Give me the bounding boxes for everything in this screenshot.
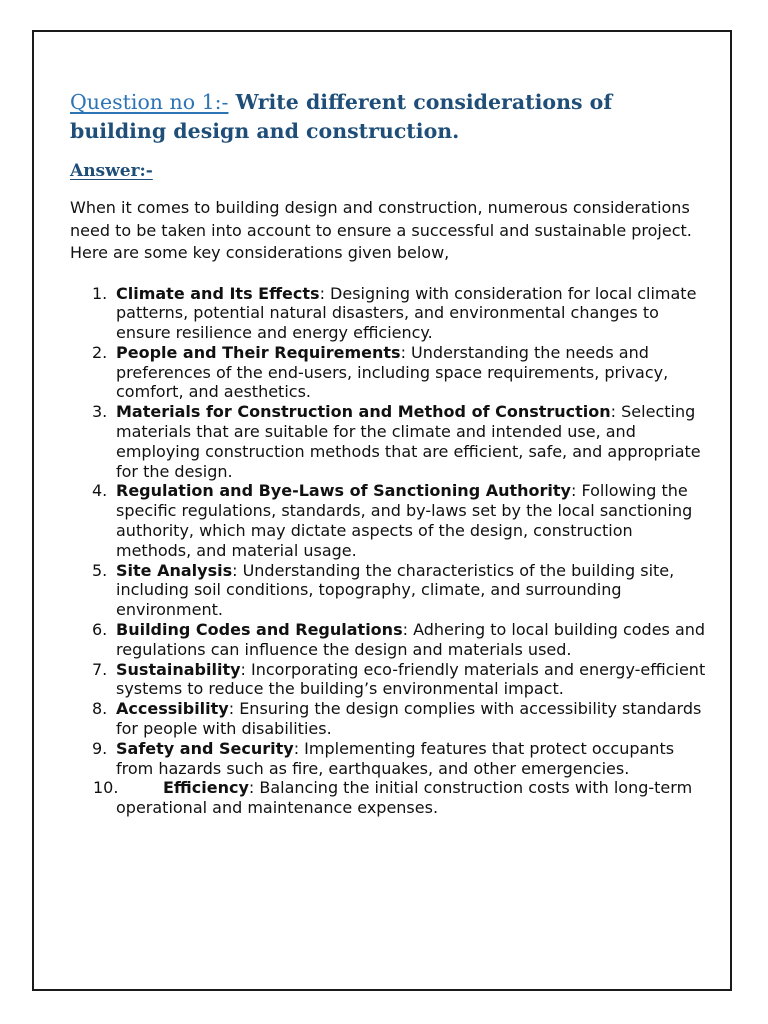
list-item [70,402,708,481]
list-item-term: Regulation and Bye-Laws of Sanctioning Authority [116,481,571,501]
list-item-number: 5. [92,560,108,580]
list-item-text: : Implementing features that protect occupants from hazards such as fire, earthquakes, and other emergencies. [116,738,675,778]
list-item-number: 6. [92,620,108,640]
question-heading [70,88,700,146]
list-item-term: People and Their Requirements [116,342,401,362]
list-item-text: : Understanding the characteristics of the building site, including soil conditions, topography, climate, and surrounding environment. [116,560,675,620]
list-item-number: 10. [93,778,119,798]
list-item [70,481,708,560]
list-item-text: : Following the specific regulations, standards, and by-laws set by the local sanctioning authority, which may dictate aspects of the design, construction methods, and material usage. [116,481,693,560]
list-item [70,284,708,343]
list-item [70,739,708,779]
list-item-number: 9. [92,738,108,758]
list-item-text: : Incorporating eco-friendly materials and energy-efficient systems to reduce the building’s environmental impact. [116,659,706,699]
list-item-term: Building Codes and Regulations [116,620,403,640]
list-item [70,660,708,700]
list-item-text: : Ensuring the design complies with accessibility standards for people with disabilities. [116,699,702,739]
document-content [70,88,706,818]
list-item-number: 1. [92,283,108,303]
list-item-number: 7. [92,659,108,679]
list-item-term: Sustainability [116,659,241,679]
list-item-number: 8. [92,699,108,719]
intro-paragraph: When it comes to building design and construction, numerous considerations need to be taken into account to ensure a successful and sustainable project. Here are some key considerations given below, [70,198,692,262]
list-item-term: Accessibility [116,699,229,719]
list-item [70,699,708,739]
list-item-number: 3. [92,402,108,422]
list-item-term: Climate and Its Effects [116,283,320,303]
list-item-number: 4. [92,481,108,501]
list-item-text: : Selecting materials that are suitable for the climate and intended use, and employing construction methods that are efficient, safe, and appropriate for the design. [116,402,701,481]
list-item-term: Efficiency [163,778,249,798]
answer-label: Answer:- [70,161,153,181]
list-item [70,620,708,660]
list-item-text: : Designing with consideration for local climate patterns, potential natural disasters, and environmental changes to ensure resilience and energy efficiency. [116,283,697,343]
considerations-list [70,283,706,819]
list-item-text: : Balancing the initial construction costs with long-term operational and maintenance expenses. [116,778,693,818]
question-label: Question no 1:- [70,90,229,114]
question-text: Write different considerations of building design and construction. [70,90,613,143]
list-item-term: Safety and Security [116,738,294,758]
list-item [70,343,708,402]
list-item [70,778,708,818]
list-item-term: Site Analysis [116,560,233,580]
list-item-number: 2. [92,342,108,362]
list-item-text: : Understanding the needs and preferences of the end-users, including space requirements, privacy, comfort, and aesthetics. [116,342,669,402]
list-item-text: : Adhering to local building codes and regulations can influence the design and materials used. [116,620,706,659]
list-item-term: Materials for Construction and Method of Construction [116,402,611,422]
list-item [70,561,708,620]
